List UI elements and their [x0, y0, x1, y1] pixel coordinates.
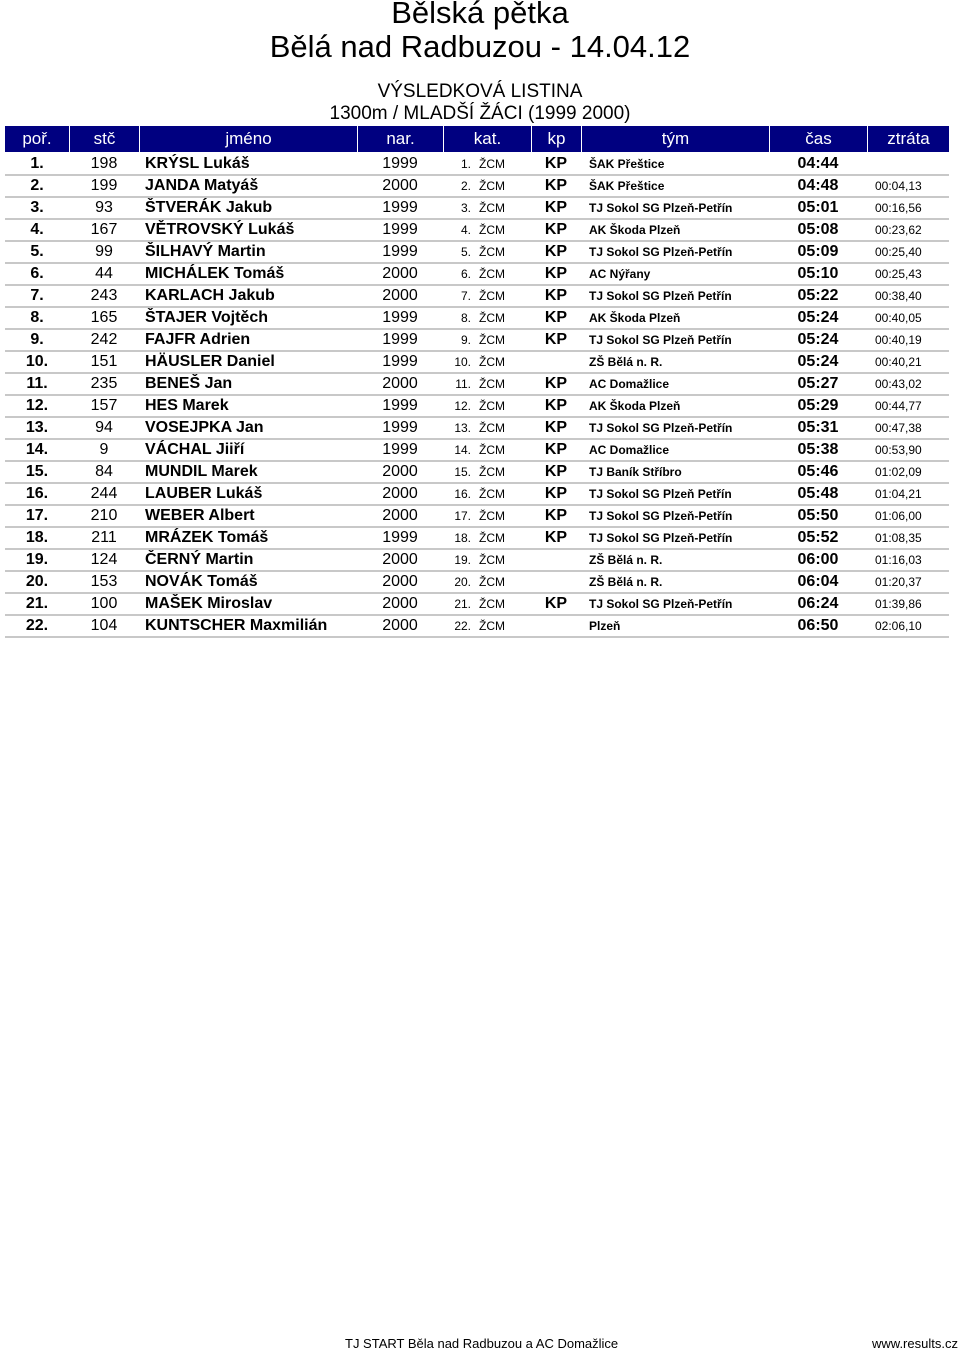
cell-position: 6. [5, 264, 69, 286]
cell-team: TJ Sokol SG Plzeň-Petřín [581, 594, 769, 616]
table-row [5, 572, 949, 594]
column-header-kp: kp [531, 126, 581, 154]
category-code: ŽCM [479, 531, 505, 545]
cell-time: 06:04 [769, 572, 867, 594]
table-row [5, 374, 949, 396]
column-header-por: poř. [5, 126, 69, 154]
table-row [5, 550, 949, 572]
table-header-row [5, 126, 949, 154]
category-code: ŽCM [479, 619, 505, 633]
category-code: ŽCM [479, 179, 505, 193]
cell-time: 05:38 [769, 440, 867, 462]
table-row [5, 396, 949, 418]
cell-time: 04:48 [769, 176, 867, 198]
cell-name: MICHÁLEK Tomáš [139, 264, 357, 286]
table-row [5, 154, 949, 176]
cell-start-number: 104 [69, 616, 139, 638]
table-row [5, 286, 949, 308]
category-code: ŽCM [479, 267, 505, 281]
cell-name: VOSEJPKA Jan [139, 418, 357, 440]
cell-category [443, 418, 531, 440]
category-code: ŽCM [479, 553, 505, 567]
cell-name: VÁCHAL Jiiří [139, 440, 357, 462]
cell-birth-year: 1999 [357, 352, 443, 374]
cell-time: 05:22 [769, 286, 867, 308]
category-order: 14. [454, 443, 471, 457]
cell-birth-year: 1999 [357, 528, 443, 550]
cell-kp: KP [531, 462, 581, 484]
category-code: ŽCM [479, 575, 505, 589]
cell-time-loss: 01:08,35 [867, 528, 949, 550]
category-code: ŽCM [479, 311, 505, 325]
cell-kp [531, 572, 581, 594]
cell-kp: KP [531, 506, 581, 528]
cell-category [443, 242, 531, 264]
cell-start-number: 99 [69, 242, 139, 264]
category-code: ŽCM [479, 465, 505, 479]
cell-name: HES Marek [139, 396, 357, 418]
category-code: ŽCM [479, 333, 505, 347]
cell-time: 06:50 [769, 616, 867, 638]
cell-position: 19. [5, 550, 69, 572]
table-row [5, 440, 949, 462]
cell-birth-year: 1999 [357, 418, 443, 440]
cell-category [443, 594, 531, 616]
cell-kp: KP [531, 440, 581, 462]
cell-position: 18. [5, 528, 69, 550]
cell-birth-year: 2000 [357, 462, 443, 484]
cell-team: AC Nýřany [581, 264, 769, 286]
cell-position: 1. [5, 154, 69, 176]
cell-birth-year: 1999 [357, 330, 443, 352]
cell-time-loss: 01:16,03 [867, 550, 949, 572]
category-code: ŽCM [479, 399, 505, 413]
category-order: 16. [454, 487, 471, 501]
cell-position: 16. [5, 484, 69, 506]
cell-team: TJ Sokol SG Plzeň Petřín [581, 484, 769, 506]
cell-category [443, 550, 531, 572]
cell-time-loss: 02:06,10 [867, 616, 949, 638]
cell-kp: KP [531, 308, 581, 330]
cell-time: 05:24 [769, 330, 867, 352]
cell-time-loss: 01:04,21 [867, 484, 949, 506]
cell-category [443, 396, 531, 418]
race-category: 1300m / MLADŠÍ ŽÁCI (1999 2000) [329, 103, 631, 124]
table-row [5, 594, 949, 616]
cell-time-loss [867, 154, 949, 176]
column-header-nar: nar. [357, 126, 443, 154]
cell-time: 05:48 [769, 484, 867, 506]
cell-category [443, 330, 531, 352]
cell-start-number: 211 [69, 528, 139, 550]
results-heading: VÝSLEDKOVÁ LISTINA [377, 81, 583, 102]
cell-start-number: 157 [69, 396, 139, 418]
cell-position: 10. [5, 352, 69, 374]
cell-start-number: 235 [69, 374, 139, 396]
cell-time: 05:27 [769, 374, 867, 396]
table-row [5, 506, 949, 528]
cell-position: 15. [5, 462, 69, 484]
column-header-tym: tým [581, 126, 769, 154]
category-code: ŽCM [479, 157, 505, 171]
cell-birth-year: 1999 [357, 220, 443, 242]
cell-position: 7. [5, 286, 69, 308]
cell-birth-year: 2000 [357, 550, 443, 572]
table-row [5, 418, 949, 440]
cell-team: Plzeň [581, 616, 769, 638]
cell-kp: KP [531, 198, 581, 220]
cell-team: ŠAK Přeštice [581, 176, 769, 198]
cell-team: ZŠ Bělá n. R. [581, 572, 769, 594]
table-row [5, 176, 949, 198]
cell-kp: KP [531, 396, 581, 418]
cell-position: 20. [5, 572, 69, 594]
column-header-stc: stč [69, 126, 139, 154]
category-order: 18. [454, 531, 471, 545]
cell-position: 2. [5, 176, 69, 198]
cell-birth-year: 2000 [357, 484, 443, 506]
cell-time-loss: 00:40,21 [867, 352, 949, 374]
cell-kp: KP [531, 286, 581, 308]
table-row [5, 242, 949, 264]
table-row [5, 220, 949, 242]
cell-category [443, 176, 531, 198]
cell-start-number: 100 [69, 594, 139, 616]
cell-position: 11. [5, 374, 69, 396]
category-order: 9. [460, 333, 471, 347]
cell-time: 05:10 [769, 264, 867, 286]
cell-category [443, 484, 531, 506]
cell-team: AK Škoda Plzeň [581, 396, 769, 418]
category-order: 3. [460, 201, 471, 215]
cell-position: 12. [5, 396, 69, 418]
cell-birth-year: 1999 [357, 396, 443, 418]
cell-start-number: 94 [69, 418, 139, 440]
cell-start-number: 165 [69, 308, 139, 330]
cell-team: AK Škoda Plzeň [581, 220, 769, 242]
cell-position: 14. [5, 440, 69, 462]
cell-birth-year: 2000 [357, 176, 443, 198]
category-order: 5. [460, 245, 471, 259]
cell-name: ŠILHAVÝ Martin [139, 242, 357, 264]
cell-time-loss: 01:02,09 [867, 462, 949, 484]
cell-category [443, 572, 531, 594]
cell-start-number: 210 [69, 506, 139, 528]
cell-position: 8. [5, 308, 69, 330]
results-table [5, 126, 949, 638]
cell-time-loss: 00:16,56 [867, 198, 949, 220]
category-code: ŽCM [479, 245, 505, 259]
cell-start-number: 9 [69, 440, 139, 462]
cell-position: 22. [5, 616, 69, 638]
cell-time-loss: 00:53,90 [867, 440, 949, 462]
cell-position: 21. [5, 594, 69, 616]
cell-name: KARLACH Jakub [139, 286, 357, 308]
category-order: 11. [455, 377, 471, 391]
cell-team: AK Škoda Plzeň [581, 308, 769, 330]
cell-start-number: 44 [69, 264, 139, 286]
cell-time: 06:00 [769, 550, 867, 572]
cell-category [443, 616, 531, 638]
cell-start-number: 153 [69, 572, 139, 594]
cell-name: WEBER Albert [139, 506, 357, 528]
cell-time: 05:50 [769, 506, 867, 528]
event-location-date: Bělá nad Radbuzou - 14.04.12 [269, 29, 691, 64]
cell-start-number: 244 [69, 484, 139, 506]
cell-category [443, 374, 531, 396]
category-order: 2. [460, 179, 471, 193]
cell-time-loss: 00:40,19 [867, 330, 949, 352]
cell-start-number: 93 [69, 198, 139, 220]
cell-time: 05:52 [769, 528, 867, 550]
cell-kp [531, 352, 581, 374]
cell-time-loss: 00:23,62 [867, 220, 949, 242]
category-code: ŽCM [479, 201, 505, 215]
cell-birth-year: 1999 [357, 440, 443, 462]
category-order: 8. [460, 311, 471, 325]
cell-team: ZŠ Bělá n. R. [581, 550, 769, 572]
category-code: ŽCM [479, 377, 505, 391]
cell-category [443, 154, 531, 176]
cell-name: ŠTVERÁK Jakub [139, 198, 357, 220]
category-order: 1. [460, 157, 471, 171]
cell-start-number: 124 [69, 550, 139, 572]
category-order: 15. [454, 465, 471, 479]
cell-category [443, 506, 531, 528]
category-order: 22. [454, 619, 471, 633]
cell-time: 04:44 [769, 154, 867, 176]
cell-team: AC Domažlice [581, 374, 769, 396]
cell-position: 4. [5, 220, 69, 242]
cell-time-loss: 00:25,40 [867, 242, 949, 264]
cell-name: MAŠEK Miroslav [139, 594, 357, 616]
footer-organizer: TJ START Běla nad Radbuzou a AC Domažlice [345, 1336, 619, 1351]
table-row [5, 462, 949, 484]
cell-name: BENEŠ Jan [139, 374, 357, 396]
cell-kp: KP [531, 374, 581, 396]
cell-team: ZŠ Bělá n. R. [581, 352, 769, 374]
cell-kp: KP [531, 528, 581, 550]
category-code: ŽCM [479, 509, 505, 523]
column-header-jmeno: jméno [139, 126, 357, 154]
cell-birth-year: 2000 [357, 506, 443, 528]
category-order: 13. [454, 421, 471, 435]
table-row [5, 264, 949, 286]
table-row [5, 330, 949, 352]
category-order: 4. [460, 223, 471, 237]
cell-name: VĚTROVSKÝ Lukáš [139, 220, 357, 242]
cell-team: TJ Baník Stříbro [581, 462, 769, 484]
cell-team: TJ Sokol SG Plzeň-Petřín [581, 418, 769, 440]
cell-birth-year: 1999 [357, 308, 443, 330]
table-row [5, 352, 949, 374]
cell-name: FAJFR Adrien [139, 330, 357, 352]
category-code: ŽCM [479, 487, 505, 501]
cell-kp: KP [531, 220, 581, 242]
cell-birth-year: 2000 [357, 572, 443, 594]
cell-birth-year: 2000 [357, 286, 443, 308]
cell-kp: KP [531, 264, 581, 286]
cell-time: 05:46 [769, 462, 867, 484]
cell-time-loss: 00:25,43 [867, 264, 949, 286]
cell-start-number: 242 [69, 330, 139, 352]
cell-birth-year: 2000 [357, 264, 443, 286]
cell-position: 17. [5, 506, 69, 528]
cell-team: AC Domažlice [581, 440, 769, 462]
cell-time-loss: 00:04,13 [867, 176, 949, 198]
cell-time: 05:24 [769, 352, 867, 374]
cell-name: JANDA Matyáš [139, 176, 357, 198]
cell-birth-year: 2000 [357, 594, 443, 616]
cell-time-loss: 01:39,86 [867, 594, 949, 616]
cell-time: 05:29 [769, 396, 867, 418]
cell-time-loss: 00:47,38 [867, 418, 949, 440]
cell-team: TJ Sokol SG Plzeň-Petřín [581, 198, 769, 220]
column-header-kat: kat. [443, 126, 531, 154]
cell-kp [531, 550, 581, 572]
category-order: 19. [454, 553, 471, 567]
cell-start-number: 84 [69, 462, 139, 484]
table-row [5, 484, 949, 506]
table-row [5, 308, 949, 330]
cell-category [443, 462, 531, 484]
cell-name: LAUBER Lukáš [139, 484, 357, 506]
cell-name: NOVÁK Tomáš [139, 572, 357, 594]
cell-birth-year: 2000 [357, 374, 443, 396]
cell-name: ŠTAJER Vojtěch [139, 308, 357, 330]
category-order: 6. [460, 267, 471, 281]
footer-website: www.results.cz [872, 1336, 958, 1351]
cell-start-number: 243 [69, 286, 139, 308]
cell-start-number: 198 [69, 154, 139, 176]
cell-time-loss: 00:43,02 [867, 374, 949, 396]
cell-category [443, 286, 531, 308]
category-order: 20. [454, 575, 471, 589]
cell-name: ČERNÝ Martin [139, 550, 357, 572]
column-header-cas: čas [769, 126, 867, 154]
category-code: ŽCM [479, 355, 505, 369]
cell-category [443, 440, 531, 462]
cell-position: 9. [5, 330, 69, 352]
cell-time-loss: 01:06,00 [867, 506, 949, 528]
cell-position: 5. [5, 242, 69, 264]
cell-birth-year: 1999 [357, 154, 443, 176]
cell-time: 05:08 [769, 220, 867, 242]
category-code: ŽCM [479, 443, 505, 457]
cell-kp: KP [531, 418, 581, 440]
cell-birth-year: 2000 [357, 616, 443, 638]
category-order: 17. [454, 509, 471, 523]
category-order: 10. [454, 355, 471, 369]
cell-kp: KP [531, 594, 581, 616]
cell-position: 13. [5, 418, 69, 440]
results-body [5, 154, 949, 638]
cell-category [443, 220, 531, 242]
cell-time: 05:31 [769, 418, 867, 440]
cell-team: TJ Sokol SG Plzeň-Petřín [581, 506, 769, 528]
cell-time-loss: 00:44,77 [867, 396, 949, 418]
cell-kp: KP [531, 484, 581, 506]
category-order: 7. [460, 289, 471, 303]
column-header-ztrata: ztráta [867, 126, 949, 154]
cell-team: TJ Sokol SG Plzeň Petřín [581, 330, 769, 352]
cell-start-number: 167 [69, 220, 139, 242]
cell-time: 06:24 [769, 594, 867, 616]
cell-time: 05:01 [769, 198, 867, 220]
category-order: 21. [454, 597, 471, 611]
table-row [5, 198, 949, 220]
cell-name: MUNDIL Marek [139, 462, 357, 484]
cell-time: 05:24 [769, 308, 867, 330]
cell-birth-year: 1999 [357, 198, 443, 220]
cell-kp: KP [531, 330, 581, 352]
cell-kp: KP [531, 176, 581, 198]
cell-name: HÄUSLER Daniel [139, 352, 357, 374]
cell-position: 3. [5, 198, 69, 220]
category-code: ŽCM [479, 223, 505, 237]
category-code: ŽCM [479, 421, 505, 435]
cell-time-loss: 01:20,37 [867, 572, 949, 594]
cell-time-loss: 00:38,40 [867, 286, 949, 308]
cell-category [443, 264, 531, 286]
cell-name: MRÁZEK Tomáš [139, 528, 357, 550]
cell-kp [531, 616, 581, 638]
cell-name: KRÝSL Lukáš [139, 154, 357, 176]
cell-category [443, 528, 531, 550]
cell-start-number: 151 [69, 352, 139, 374]
cell-team: TJ Sokol SG Plzeň-Petřín [581, 528, 769, 550]
table-row [5, 616, 949, 638]
table-row [5, 528, 949, 550]
cell-team: ŠAK Přeštice [581, 154, 769, 176]
cell-name: KUNTSCHER Maxmilián [139, 616, 357, 638]
cell-category [443, 352, 531, 374]
category-code: ŽCM [479, 289, 505, 303]
cell-category [443, 308, 531, 330]
category-order: 12. [454, 399, 471, 413]
cell-time: 05:09 [769, 242, 867, 264]
cell-team: TJ Sokol SG Plzeň-Petřín [581, 242, 769, 264]
category-code: ŽCM [479, 597, 505, 611]
page-title: Bělská pětka [391, 0, 569, 30]
cell-birth-year: 1999 [357, 242, 443, 264]
cell-start-number: 199 [69, 176, 139, 198]
cell-time-loss: 00:40,05 [867, 308, 949, 330]
cell-kp: KP [531, 242, 581, 264]
cell-kp: KP [531, 154, 581, 176]
cell-team: TJ Sokol SG Plzeň Petřín [581, 286, 769, 308]
cell-category [443, 198, 531, 220]
